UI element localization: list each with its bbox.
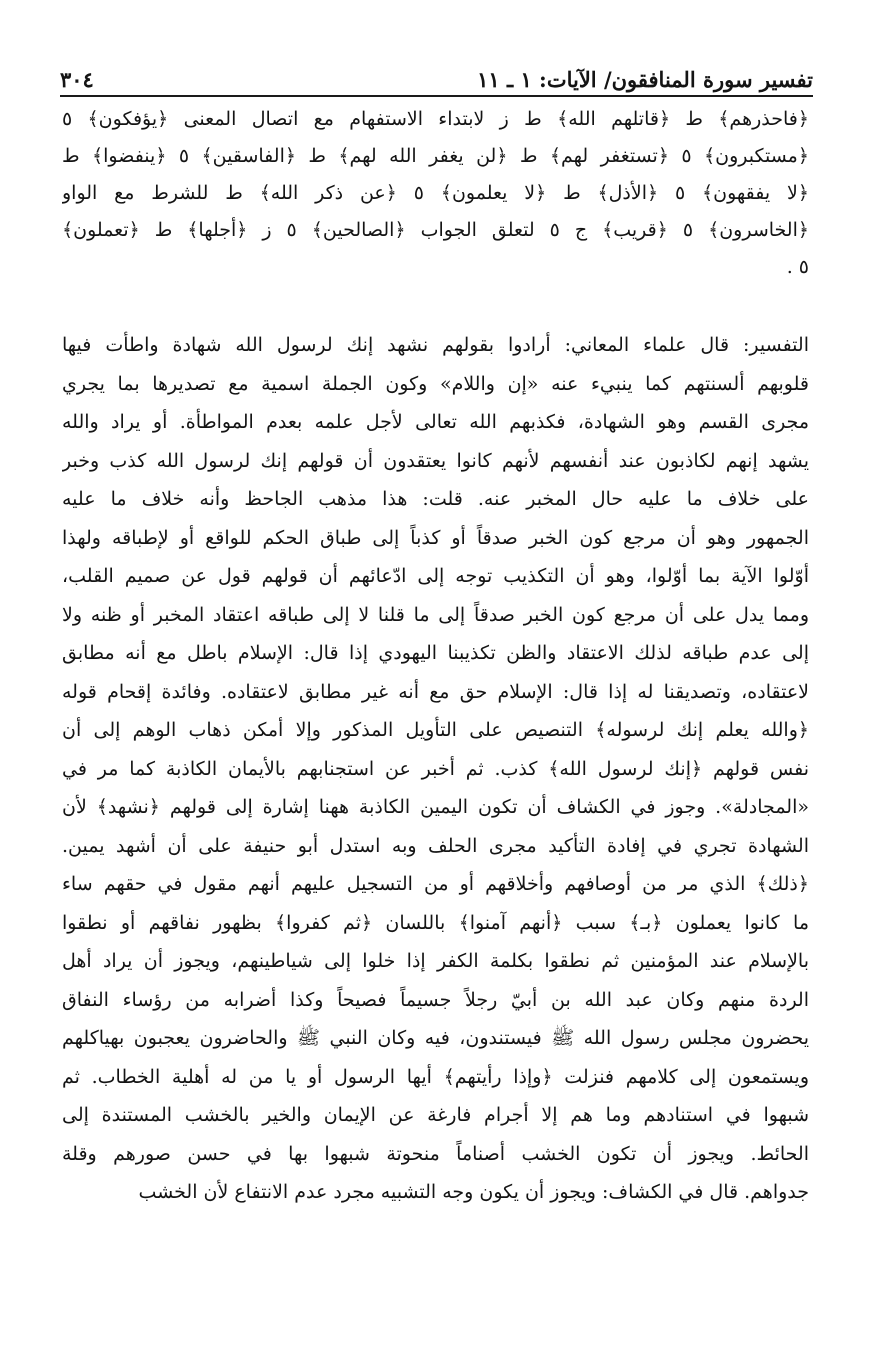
- waqf-line: ﴿الخاسرون﴾ ٥ ﴿قريب﴾ ج ٥ لتعلق الجواب ﴿الصالحين﴾ ٥ ز ﴿أجلها﴾ ط ﴿تعملون﴾: [62, 219, 809, 241]
- tafsir-line: شبهوا في استنادهم وما هم إلا أجرام فارغة عن الإيمان والخير بالخشب المستندة إلى: [62, 1104, 809, 1126]
- tafsir-line: «المجادلة». وجوز في الكشاف أن تكون اليمين الكاذبة ههنا إشارة إلى قولهم ﴿نشهد﴾ لأن: [62, 796, 809, 818]
- tafsir-line: إلى عدم طباقه لذلك الاعتقاد والظن تكذيبنا اليهودي إذا قال: الإسلام باطل مع أنه مطابق: [62, 642, 809, 664]
- page-number: ٣٠٤: [60, 67, 94, 92]
- tafsir-line: ما كانوا يعملون ﴿بـ﴾ سبب ﴿أنهم آمنوا﴾ باللسان ﴿ثم كفروا﴾ بظهور نفاقهم أو نطقوا: [62, 911, 809, 934]
- header-divider: [60, 95, 813, 97]
- waqf-section: [62, 101, 809, 286]
- tafsir-line: ﴿ذلك﴾ الذي مر من أوصافهم وأخلاقهم أو من التسجيل عليهم أنهم مقول في حقهم ساء: [62, 873, 809, 895]
- tafsir-line: قلوبهم ألسنتهم كما ينبيء عنه «إن واللام» وكون الجملة اسمية مع تصديرها بما يجري: [62, 372, 809, 395]
- running-head: [60, 58, 813, 92]
- tafsir-line: التفسير: قال علماء المعاني: أرادوا بقولهم نشهد إنك لرسول الله شهادة واطأت فيها: [62, 334, 809, 356]
- tafsir-line: مجرى القسم وهو الشهادة، فكذبهم الله تعالى لأجل علمه بعدم المواطأة. أو يراد والله: [62, 411, 809, 433]
- tafsir-line: يشهد إنهم لكاذبون عند أنفسهم لأنهم كانوا يعتقدون أن قولهم إنك لرسول الله كذب وخبر: [62, 449, 809, 472]
- tafsir-line: ﴿والله يعلم إنك لرسوله﴾ التنصيص على التأويل المذكور وإلا أمكن ذهاب الوهم إلى أن: [62, 719, 809, 741]
- tafsir-line: ومما يدل على أن مرجع كون الخبر صدقاً إلى ما قلنا لا إلى طباقه اعتقاد المخبر أو ظنه ولا: [62, 603, 809, 626]
- waqf-line: ٥ .: [786, 256, 809, 278]
- page-title: تفسير سورة المنافقون/ الآيات: ١ ـ ١١: [477, 67, 813, 92]
- tafsir-line: يحضرون مجلس رسول الله ﷺ فيستندون، فيه وكان النبي ﷺ والحاضرون يعجبون بهياكلهم: [62, 1027, 809, 1049]
- tafsir-line: ويستمعون إلى كلامهم فنزلت ﴿وإذا رأيتهم﴾ أيها الرسول أو يا من له أهلية الخطاب. ثم: [62, 1065, 809, 1088]
- tafsir-line: أوّلوا الآية بما أوّلوا، وهو أن التكذيب توجه إلى ادّعائهم أن قولهم قول عن صميم القلب،: [62, 565, 809, 587]
- tafsir-line: الجمهور وهو أن مرجع كون الخبر صدقاً أو كذباً إلى طباق الحكم للواقع أو لإطباقه ولهذا: [62, 526, 809, 549]
- tafsir-line: الردة منهم وكان عبد الله بن أبيّ رجلاً جسيماً فصيحاً وكذا أضرابه من رؤساء النفاق: [62, 988, 809, 1011]
- tafsir-section: [62, 326, 809, 1212]
- waqf-line: ﴿فاحذرهم﴾ ط ﴿قاتلهم الله﴾ ط ز لابتداء الاستفهام مع اتصال المعنى ﴿يؤفكون﴾ ٥: [62, 108, 809, 130]
- tafsir-line: بالإسلام عند المؤمنين ثم نطقوا بكلمة الكفر إذا خلوا إلى شياطينهم، ويجوز أن يراد أهل: [62, 950, 809, 972]
- tafsir-line: نفس قولهم ﴿إنك لرسول الله﴾ كذب. ثم أخبر عن استجنابهم بالأيمان الكاذبة كما مر في: [62, 757, 809, 780]
- tafsir-line: لاعتقاده، وتصديقنا له إذا قال: الإسلام حق مع أنه غير مطابق لاعتقاده. وفائدة إقحام قوله: [62, 680, 809, 703]
- tafsir-line: الحائط. ويجوز أن تكون الخشب أصناماً منحوتة شبهوا بها في حسن صورهم وقلة: [62, 1142, 809, 1165]
- tafsir-line: جدواهم. قال في الكشاف: ويجوز أن يكون وجه التشبيه مجرد عدم الانتفاع لأن الخشب: [138, 1181, 809, 1203]
- waqf-line: ﴿لا يفقهون﴾ ٥ ﴿الأذل﴾ ط ﴿لا يعلمون﴾ ٥ ﴿عن ذكر الله﴾ ط للشرط مع الواو: [62, 182, 809, 204]
- tafsir-line: الشهادة تجري في إفادة التأكيد مجرى الحلف وبه استدل أبو حنيفة على أن أشهد يمين.: [62, 834, 809, 857]
- tafsir-line: على خلاف ما عليه حال المخبر عنه. قلت: هذا مذهب الجاحظ وأنه خلاف ما عليه: [62, 488, 809, 510]
- waqf-line: ﴿مستكبرون﴾ ٥ ﴿تستغفر لهم﴾ ط ﴿لن يغفر الله لهم﴾ ط ﴿الفاسقين﴾ ٥ ﴿ينفضوا﴾ ط: [62, 145, 809, 167]
